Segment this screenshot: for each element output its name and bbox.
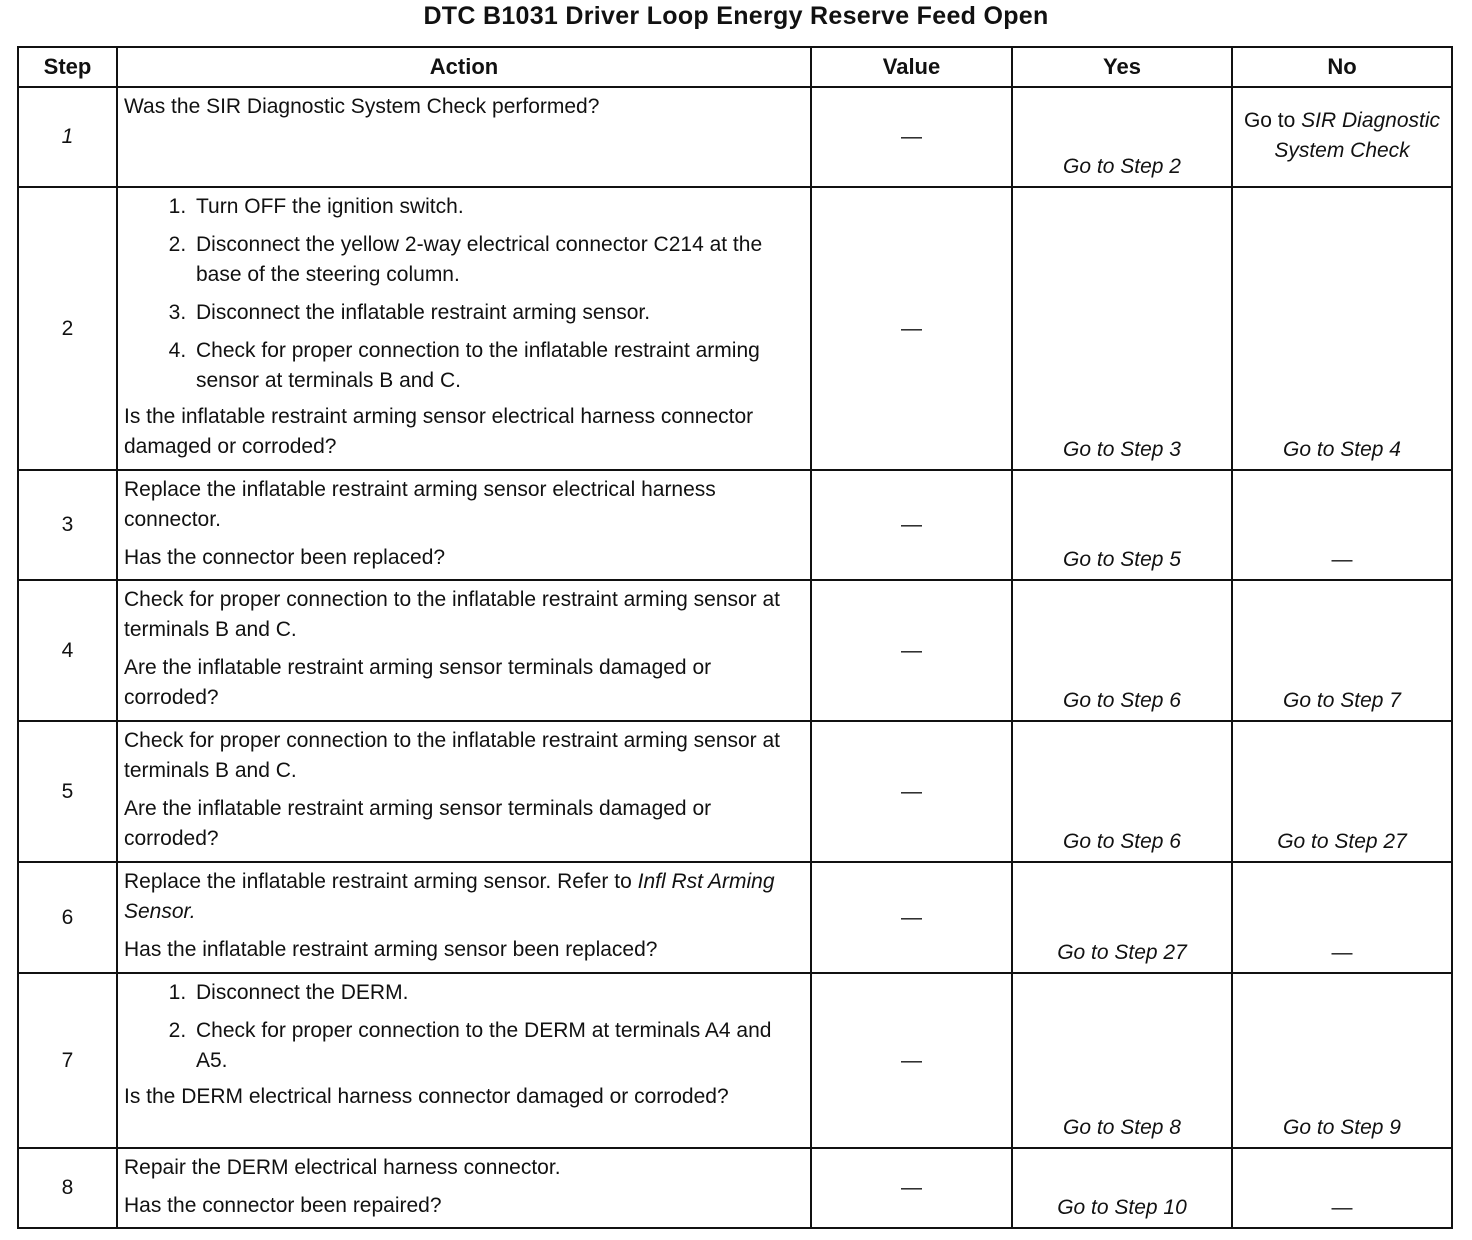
yes-cell: Go to Step 6 [1012,721,1232,862]
step-number: 6 [18,862,117,973]
table-row [18,721,1452,862]
value-cell: — [811,187,1012,470]
action-step-item: 3. Disconnect the inflatable restraint arming sensor. [192,298,804,328]
action-cell [117,862,811,973]
no-cell: Go to Step 9 [1232,973,1452,1148]
action-step-item: 4. Check for proper connection to the inflatable restraint arming sensor at terminals B and C. [192,336,804,396]
action-steps [124,192,804,396]
action-question: Are the inflatable restraint arming sensor terminals damaged or corroded? [124,797,712,850]
header-yes: Yes [1012,47,1232,87]
action-step-item: 1. Turn OFF the ignition switch. [192,192,804,222]
action-question: Are the inflatable restraint arming sensor terminals damaged or corroded? [124,656,712,709]
no-cell: Go to Step 27 [1232,721,1452,862]
no-prefix: Go to [1243,109,1296,132]
value-cell: — [811,1148,1012,1228]
step-number: 8 [18,1148,117,1228]
action-instruction: Check for proper connection to the inflatable restraint arming sensor at terminals B and C. [124,729,781,782]
step-number: 5 [18,721,117,862]
header-no: No [1232,47,1452,87]
no-cell [1232,87,1452,187]
table-row [18,87,1452,187]
no-cell: Go to Step 7 [1232,580,1452,721]
table-row [18,187,1452,470]
action-cell [117,470,811,580]
action-steps [124,978,804,1076]
no-cell: Go to Step 4 [1232,187,1452,470]
yes-cell: Go to Step 3 [1012,187,1232,470]
instruction-text: Replace the inflatable restraint arming sensor. Refer to [124,870,632,893]
value-cell: — [811,973,1012,1148]
yes-cell: Go to Step 5 [1012,470,1232,580]
action-cell [117,973,811,1148]
header-step: Step [18,47,117,87]
action-instruction: Check for proper connection to the inflatable restraint arming sensor at terminals B and C. [124,588,781,641]
step-number: 3 [18,470,117,580]
action-instruction: Repair the DERM electrical harness connector. [124,1156,561,1179]
yes-cell: Go to Step 27 [1012,862,1232,973]
action-cell [117,580,811,721]
action-question: Has the inflatable restraint arming sensor been replaced? [124,938,658,961]
no-cell: — [1232,1148,1452,1228]
table-row [18,862,1452,973]
step-number: 1 [18,87,117,187]
table-row [18,580,1452,721]
action-step-item: 2. Disconnect the yellow 2-way electrical connector C214 at the base of the steering column. [192,230,804,290]
table-row [18,470,1452,580]
step-number: 4 [18,580,117,721]
action-cell [117,721,811,862]
yes-cell: Go to Step 2 [1012,87,1232,187]
no-cell: — [1232,470,1452,580]
yes-cell: Go to Step 6 [1012,580,1232,721]
action-cell [117,87,811,187]
action-instruction: Replace the inflatable restraint arming sensor electrical harness connector. [124,478,716,531]
header-value: Value [811,47,1012,87]
no-link: SIR Diagnostic System Check [1274,109,1441,162]
value-cell: — [811,580,1012,721]
yes-cell: Go to Step 8 [1012,973,1232,1148]
header-action: Action [117,47,811,87]
yes-cell: Go to Step 10 [1012,1148,1232,1228]
no-cell: — [1232,862,1452,973]
action-question: Has the connector been replaced? [124,546,446,569]
step-number: 2 [18,187,117,470]
action-question: Was the SIR Diagnostic System Check performed? [124,95,600,118]
table-row [18,973,1452,1148]
action-question: Has the connector been repaired? [124,1194,442,1217]
instruction-reference: Infl Rst Arming Sensor. [124,870,775,923]
value-cell: — [811,721,1012,862]
action-instruction [124,867,804,927]
action-cell [117,187,811,470]
diagnostic-table [17,46,1453,1229]
value-cell: — [811,470,1012,580]
action-question: Is the inflatable restraint arming sensor electrical harness connector damaged or corroded? [124,405,754,458]
step-number: 7 [18,973,117,1148]
table-row [18,1148,1452,1228]
action-cell [117,1148,811,1228]
value-cell: — [811,862,1012,973]
page-title: DTC B1031 Driver Loop Energy Reserve Feed Open [423,2,1049,30]
action-question: Is the DERM electrical harness connector damaged or corroded? [124,1085,729,1108]
value-cell: — [811,87,1012,187]
header-row [18,47,1452,87]
action-step-item: 1. Disconnect the DERM. [192,978,804,1008]
action-step-item: 2. Check for proper connection to the DERM at terminals A4 and A5. [192,1016,804,1076]
